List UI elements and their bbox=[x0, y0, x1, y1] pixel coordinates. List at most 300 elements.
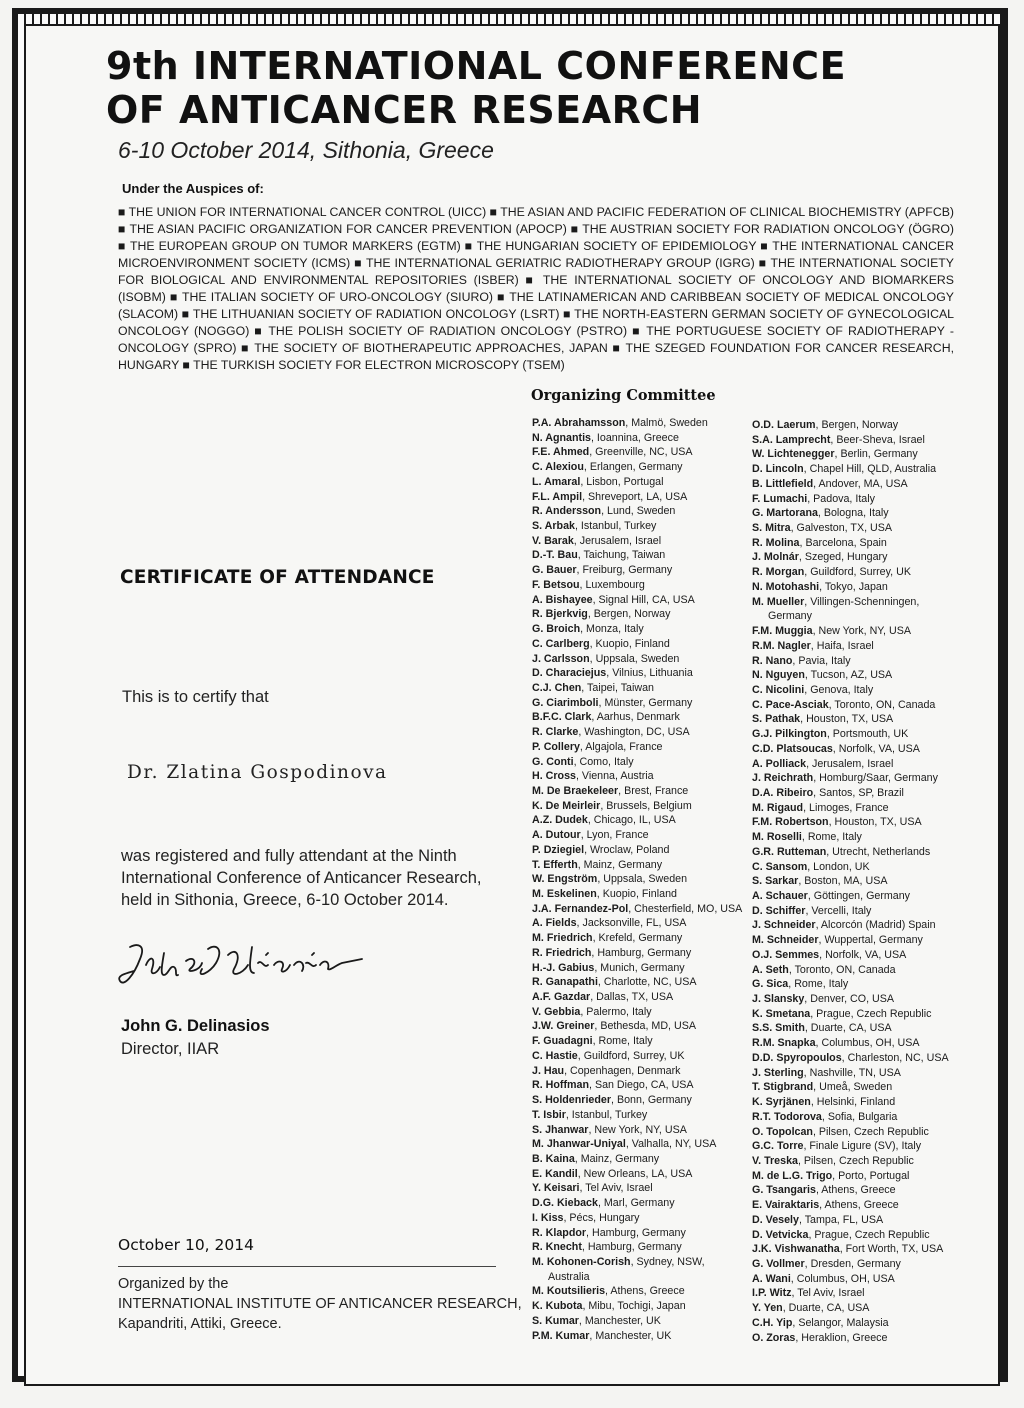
member-name: V. Barak bbox=[532, 534, 574, 547]
member-name: N. Motohashi bbox=[752, 580, 820, 593]
member-name: P.M. Kumar bbox=[532, 1329, 590, 1342]
member-location: , Chapel Hill, QLD, Australia bbox=[803, 463, 937, 476]
member-name: R. Morgan bbox=[752, 566, 805, 579]
committee-member bbox=[532, 710, 744, 725]
member-location: , Washington, DC, USA bbox=[578, 726, 690, 739]
committee-member bbox=[532, 681, 744, 696]
committee-member bbox=[532, 1211, 744, 1226]
member-location: , Como, Italy bbox=[573, 755, 634, 768]
member-name: F.M. Robertson bbox=[752, 816, 829, 829]
committee-member bbox=[752, 889, 964, 904]
member-name: Y. Keisari bbox=[532, 1182, 580, 1195]
committee-member bbox=[532, 975, 744, 990]
committee-member bbox=[532, 460, 744, 475]
committee-member bbox=[532, 1064, 744, 1079]
member-name: D.A. Ribeiro bbox=[752, 786, 814, 799]
member-location: , Heraklion, Greece bbox=[795, 1331, 888, 1344]
committee-member bbox=[752, 1095, 964, 1110]
member-location: , Lisbon, Portugal bbox=[580, 475, 664, 488]
member-location: , Tampa, FL, USA bbox=[798, 1213, 884, 1226]
member-name: A. Fields bbox=[532, 917, 577, 930]
committee-member bbox=[752, 433, 964, 448]
member-name: E. Vairaktaris bbox=[752, 1199, 820, 1212]
member-location: , Charlotte, NC, USA bbox=[597, 976, 697, 989]
member-location: , Krefeld, Germany bbox=[592, 932, 683, 945]
member-name: M. de L.G. Trigo bbox=[752, 1169, 833, 1182]
member-location: , Göttingen, Germany bbox=[807, 890, 911, 902]
committee-member bbox=[752, 639, 964, 654]
committee-member bbox=[532, 696, 744, 711]
member-location: , Copenhagen, Denmark bbox=[564, 1064, 681, 1077]
member-name: O.J. Semmes bbox=[752, 948, 820, 961]
member-name: R. Klapdor bbox=[532, 1226, 587, 1239]
member-location: , Shreveport, LA, USA bbox=[582, 490, 688, 503]
member-location: , Galveston, TX, USA bbox=[790, 522, 892, 535]
member-location: , Utrecht, Netherlands bbox=[826, 845, 931, 858]
committee-member bbox=[752, 580, 964, 595]
member-location: , Denver, CO, USA bbox=[804, 993, 894, 1006]
statement-line-1: was registered and fully attendant at the Ninth bbox=[121, 847, 457, 865]
committee-member bbox=[532, 1181, 744, 1196]
member-name: M. Schneider bbox=[752, 934, 819, 947]
member-location: , Erlangen, Germany bbox=[583, 461, 683, 474]
committee-column-1 bbox=[532, 416, 744, 1343]
committee-member bbox=[532, 607, 744, 622]
committee-member bbox=[752, 1183, 964, 1198]
member-name: R.M. Snapka bbox=[752, 1037, 816, 1050]
member-location: , Brest, France bbox=[618, 784, 689, 797]
member-name: P. Collery bbox=[532, 740, 580, 753]
committee-member bbox=[532, 431, 744, 446]
committee-member bbox=[752, 1021, 964, 1036]
member-location: , Toronto, ON, Canada bbox=[828, 698, 936, 711]
member-name: R. Hoffman bbox=[532, 1079, 589, 1092]
organizer-block bbox=[118, 1274, 522, 1334]
member-name: J.K. Vishwanatha bbox=[752, 1243, 840, 1256]
member-location: , Palermo, Italy bbox=[580, 1005, 652, 1018]
member-name: K. De Meirleir bbox=[532, 799, 601, 812]
member-name: G. Bauer bbox=[532, 564, 577, 577]
committee-member bbox=[752, 948, 964, 963]
committee-member bbox=[532, 1005, 744, 1020]
member-location: , Villingen-Schenningen, bbox=[804, 595, 920, 608]
member-name: G. Sica bbox=[752, 978, 789, 991]
member-name: C. Sansom bbox=[752, 860, 808, 873]
committee-member bbox=[752, 1007, 964, 1022]
committee-member bbox=[752, 462, 964, 477]
organizer-line-2: INTERNATIONAL INSTITUTE OF ANTICANCER RESEARCH, bbox=[118, 1296, 522, 1312]
committee-member bbox=[532, 931, 744, 946]
member-location: , Szeged, Hungary bbox=[798, 551, 888, 564]
member-location: , Aarhus, Denmark bbox=[591, 711, 680, 724]
member-name: M. Koutsilieris bbox=[532, 1285, 606, 1298]
committee-member bbox=[752, 1242, 964, 1257]
committee-member bbox=[532, 784, 744, 799]
organizing-committee-heading: Organizing Committee bbox=[531, 387, 716, 404]
committee-member bbox=[752, 771, 964, 786]
divider-line bbox=[118, 1266, 496, 1267]
member-location: , Beer-Sheva, Israel bbox=[830, 433, 925, 446]
member-location: , Bologna, Italy bbox=[817, 507, 889, 520]
member-location: , New York, NY, USA bbox=[588, 1123, 687, 1136]
committee-member bbox=[532, 622, 744, 637]
member-location: , Padova, Italy bbox=[807, 492, 875, 505]
member-location: , Istanbul, Turkey bbox=[565, 1108, 648, 1121]
committee-member bbox=[532, 946, 744, 961]
certificate-date: October 10, 2014 bbox=[118, 1236, 254, 1254]
committee-member bbox=[752, 654, 964, 669]
committee-member bbox=[532, 1255, 744, 1270]
member-location: , Bergen, Norway bbox=[587, 608, 671, 621]
member-name: K. Syrjänen bbox=[752, 1096, 811, 1109]
member-name: S. Arbak bbox=[532, 520, 575, 533]
committee-member bbox=[752, 977, 964, 992]
member-location: , Vilnius, Lithuania bbox=[606, 667, 693, 680]
member-name: Y. Yen bbox=[752, 1302, 783, 1315]
committee-member bbox=[752, 683, 964, 698]
certify-text: This is to certify that bbox=[122, 688, 269, 706]
member-name: R.M. Nagler bbox=[752, 639, 811, 652]
member-location: , Porto, Portugal bbox=[832, 1169, 910, 1182]
member-name: W. Lichtenegger bbox=[752, 448, 835, 461]
member-name: G.J. Pilkington bbox=[752, 728, 827, 741]
committee-member bbox=[752, 595, 964, 610]
member-name: F.L. Ampil bbox=[532, 490, 583, 503]
committee-member bbox=[752, 801, 964, 816]
member-name: G. Broich bbox=[532, 623, 581, 636]
member-location: , Athens, Greece bbox=[819, 1199, 899, 1212]
member-name: G. Martorana bbox=[752, 507, 818, 520]
committee-column-2 bbox=[752, 418, 964, 1345]
committee-member bbox=[532, 1019, 744, 1034]
member-location: , Guildford, Surrey, UK bbox=[804, 566, 911, 579]
member-location: , Norfolk, VA, USA bbox=[832, 742, 920, 755]
committee-member bbox=[532, 1329, 744, 1344]
member-name: H. Cross bbox=[532, 770, 576, 783]
committee-member bbox=[532, 902, 744, 917]
member-location: , Sydney, NSW, bbox=[630, 1255, 705, 1268]
member-location: , Jerusalem, Israel bbox=[806, 757, 894, 770]
member-name: S. Holdenrieder bbox=[532, 1094, 611, 1107]
committee-member bbox=[532, 858, 744, 873]
committee-member bbox=[752, 904, 964, 919]
member-name: A. Seth bbox=[752, 963, 789, 976]
statement-line-2: International Conference of Anticancer Research, bbox=[121, 869, 482, 887]
committee-member bbox=[752, 830, 964, 845]
committee-member bbox=[752, 1228, 964, 1243]
committee-member bbox=[532, 519, 744, 534]
committee-member bbox=[752, 521, 964, 536]
member-name: M. De Braekeleer bbox=[532, 784, 619, 797]
member-location: , Greenville, NC, USA bbox=[589, 446, 693, 459]
member-name: R. Knecht bbox=[532, 1241, 582, 1254]
member-name: T. Stigbrand bbox=[752, 1081, 814, 1094]
committee-member bbox=[752, 492, 964, 507]
member-location: , Alcorcón (Madrid) Spain bbox=[815, 919, 936, 932]
committee-member bbox=[532, 1093, 744, 1108]
member-location: , Columbus, OH, USA bbox=[790, 1272, 895, 1285]
member-name: F.M. Muggia bbox=[752, 625, 813, 638]
member-location: , Tokyo, Japan bbox=[819, 580, 888, 593]
member-location: , Wuppertal, Germany bbox=[818, 934, 923, 947]
committee-member bbox=[532, 828, 744, 843]
member-name: D. Vetvicka bbox=[752, 1228, 809, 1241]
member-name: S.A. Lamprecht bbox=[752, 433, 831, 446]
member-location: , Rome, Italy bbox=[801, 831, 862, 844]
committee-member bbox=[752, 1257, 964, 1272]
member-location: , Kuopio, Finland bbox=[596, 888, 677, 900]
member-location: , Columbus, OH, USA bbox=[815, 1037, 920, 1050]
member-location: , Umeå, Sweden bbox=[813, 1081, 893, 1094]
committee-member bbox=[532, 740, 744, 755]
member-location: , Pilsen, Czech Republic bbox=[812, 1125, 929, 1138]
member-name: B. Kaina bbox=[532, 1152, 575, 1165]
member-location: , Valhalla, NY, USA bbox=[625, 1138, 717, 1151]
member-location: , Bergen, Norway bbox=[815, 419, 899, 431]
member-name: J. Molnár bbox=[752, 551, 799, 564]
member-location: , Marl, Germany bbox=[597, 1197, 675, 1210]
member-name: B.F.C. Clark bbox=[532, 711, 592, 724]
member-location: , Prague, Czech Republic bbox=[810, 1007, 932, 1020]
member-location: , Tel Aviv, Israel bbox=[791, 1287, 865, 1300]
member-name: G. Ciarimboli bbox=[532, 696, 599, 709]
member-location: , Vienna, Austria bbox=[575, 770, 654, 783]
member-name: F.E. Ahmed bbox=[532, 446, 590, 459]
member-name: K. Smetana bbox=[752, 1007, 811, 1020]
member-name: A. Polliack bbox=[752, 757, 807, 770]
member-location: , Pécs, Hungary bbox=[563, 1211, 640, 1224]
member-location: , Lyon, France bbox=[580, 829, 649, 842]
committee-member bbox=[532, 652, 744, 667]
member-name: A. Wani bbox=[752, 1272, 791, 1285]
member-location: , Chesterfield, MO, USA bbox=[628, 902, 743, 915]
member-location: , Bonn, Germany bbox=[611, 1094, 692, 1107]
committee-member bbox=[532, 666, 744, 681]
member-name: J. Hau bbox=[532, 1064, 565, 1077]
committee-member bbox=[752, 712, 964, 727]
member-name: G. Conti bbox=[532, 755, 574, 768]
member-location: , Genova, Italy bbox=[804, 683, 874, 696]
member-location: , Selangor, Malaysia bbox=[792, 1316, 889, 1329]
member-location: , Dallas, TX, USA bbox=[590, 991, 674, 1004]
member-name: C. Hastie bbox=[532, 1049, 578, 1062]
member-location: , Toronto, ON, Canada bbox=[788, 963, 896, 976]
committee-member bbox=[752, 609, 964, 624]
committee-member bbox=[752, 1272, 964, 1287]
member-name: J.A. Fernandez-Pol bbox=[532, 902, 629, 915]
member-location: , Helsinki, Finland bbox=[810, 1096, 896, 1109]
committee-member bbox=[532, 916, 744, 931]
member-name: M. Mueller bbox=[752, 595, 805, 608]
member-name: R. Friedrich bbox=[532, 946, 592, 959]
committee-member bbox=[752, 1169, 964, 1184]
member-name: A.Z. Dudek bbox=[532, 814, 588, 827]
committee-member bbox=[532, 490, 744, 505]
member-location: , Freiburg, Germany bbox=[576, 564, 673, 577]
member-name: C. Nicolini bbox=[752, 683, 805, 696]
member-location: , Andover, MA, USA bbox=[813, 477, 908, 490]
committee-member bbox=[752, 698, 964, 713]
committee-member bbox=[532, 548, 744, 563]
committee-member bbox=[752, 845, 964, 860]
committee-member bbox=[752, 624, 964, 639]
committee-member bbox=[532, 445, 744, 460]
member-location: , Houston, TX, USA bbox=[800, 713, 894, 726]
member-location: , Brussels, Belgium bbox=[600, 799, 692, 812]
member-name: M. Rigaud bbox=[752, 801, 804, 814]
title-line-1: 9th INTERNATIONAL CONFERENCE bbox=[106, 44, 847, 88]
member-name: M. Eskelinen bbox=[532, 888, 597, 900]
member-location: , Finale Ligure (SV), Italy bbox=[803, 1140, 922, 1153]
committee-member bbox=[752, 447, 964, 462]
member-name: D. Characiejus bbox=[532, 667, 607, 680]
committee-member bbox=[752, 742, 964, 757]
signer-name: John G. Delinasios bbox=[121, 1017, 270, 1035]
member-location: , Haifa, Israel bbox=[810, 639, 874, 652]
committee-member bbox=[532, 534, 744, 549]
member-location: , Portsmouth, UK bbox=[826, 728, 909, 741]
committee-member bbox=[532, 578, 744, 593]
member-name: I. Kiss bbox=[532, 1211, 564, 1224]
member-name: P. Dziegiel bbox=[532, 843, 585, 856]
recipient-name: Dr. Zlatina Gospodinova bbox=[127, 762, 388, 783]
committee-member bbox=[752, 992, 964, 1007]
committee-member bbox=[532, 1049, 744, 1064]
member-location: , Norfolk, VA, USA bbox=[819, 948, 907, 961]
member-location: , London, UK bbox=[807, 860, 870, 873]
member-name: T. Efferth bbox=[532, 858, 578, 871]
member-name: D.G. Kieback bbox=[532, 1197, 598, 1210]
member-location: , Chicago, IL, USA bbox=[587, 814, 676, 827]
committee-member bbox=[752, 918, 964, 933]
member-location: , Manchester, UK bbox=[589, 1329, 672, 1342]
member-location: , Sofia, Bulgaria bbox=[821, 1110, 898, 1123]
member-location: , Taichung, Taiwan bbox=[577, 549, 666, 562]
committee-member bbox=[752, 1051, 964, 1066]
committee-member bbox=[532, 872, 744, 887]
member-location: , Malmö, Sweden bbox=[625, 417, 708, 429]
member-location: , Rome, Italy bbox=[788, 978, 849, 991]
member-name: R.T. Todorova bbox=[752, 1110, 822, 1123]
member-name: O. Topolcan bbox=[752, 1125, 813, 1138]
committee-member bbox=[752, 1139, 964, 1154]
member-name: O.D. Laerum bbox=[752, 419, 816, 431]
member-name: L. Amaral bbox=[532, 475, 581, 488]
member-location: , Charleston, NC, USA bbox=[841, 1051, 949, 1064]
member-name: R. Andersson bbox=[532, 505, 602, 518]
member-name: M. Roselli bbox=[752, 831, 802, 844]
member-location: , Prague, Czech Republic bbox=[808, 1228, 930, 1241]
member-name: E. Kandil bbox=[532, 1167, 578, 1180]
committee-member bbox=[752, 418, 964, 433]
committee-member bbox=[752, 727, 964, 742]
conference-title bbox=[106, 44, 846, 132]
member-location: , Münster, Germany bbox=[598, 696, 693, 709]
committee-member bbox=[752, 1110, 964, 1125]
committee-member bbox=[532, 1240, 744, 1255]
member-name: I.P. Witz bbox=[752, 1287, 792, 1300]
member-location: , Hamburg, Germany bbox=[591, 946, 692, 959]
member-location: , San Diego, CA, USA bbox=[589, 1079, 694, 1092]
member-name: M. Jhanwar-Uniyal bbox=[532, 1138, 626, 1151]
member-location: Australia bbox=[548, 1270, 590, 1283]
member-name: F. Lumachi bbox=[752, 492, 808, 505]
member-location: , Duarte, CA, USA bbox=[804, 1022, 892, 1035]
member-name: F. Guadagni bbox=[532, 1035, 593, 1048]
member-location: , Mibu, Tochigi, Japan bbox=[582, 1300, 686, 1313]
member-name: R. Molina bbox=[752, 536, 800, 549]
title-line-2: OF ANTICANCER RESEARCH bbox=[106, 88, 703, 132]
committee-member bbox=[532, 799, 744, 814]
member-name: V. Treska bbox=[752, 1154, 798, 1167]
member-name: G.C. Torre bbox=[752, 1140, 804, 1153]
committee-member bbox=[752, 1036, 964, 1051]
member-location: , Hamburg, Germany bbox=[586, 1226, 686, 1239]
committee-member bbox=[752, 786, 964, 801]
member-name: M. Friedrich bbox=[532, 932, 593, 945]
member-name: C. Carlberg bbox=[532, 637, 590, 650]
member-name: C.J. Chen bbox=[532, 681, 582, 694]
committee-member bbox=[752, 1080, 964, 1095]
member-location: , Guildford, Surrey, UK bbox=[577, 1049, 685, 1062]
member-name: V. Gebbia bbox=[532, 1005, 581, 1018]
member-name: W. Engström bbox=[532, 873, 598, 886]
committee-member bbox=[752, 1213, 964, 1228]
committee-member bbox=[532, 563, 744, 578]
member-location: , Homburg/Saar, Germany bbox=[813, 772, 938, 785]
member-name: N. Agnantis bbox=[532, 431, 591, 444]
member-location: , Jerusalem, Israel bbox=[573, 534, 662, 547]
committee-member bbox=[532, 887, 744, 902]
member-location: , Kuopio, Finland bbox=[589, 637, 670, 650]
member-location: , Houston, TX, USA bbox=[828, 816, 922, 829]
member-name: J. Reichrath bbox=[752, 772, 814, 785]
committee-member bbox=[752, 506, 964, 521]
committee-member bbox=[532, 990, 744, 1005]
member-name: K. Kubota bbox=[532, 1300, 583, 1313]
member-name: S. Kumar bbox=[532, 1314, 579, 1327]
member-location: , Hamburg, Germany bbox=[581, 1241, 682, 1254]
member-location: , Tucson, AZ, USA bbox=[804, 669, 893, 682]
member-name: J. Schneider bbox=[752, 919, 816, 932]
member-name: A. Dutour bbox=[532, 829, 581, 842]
committee-member bbox=[752, 815, 964, 830]
member-location: , Pavia, Italy bbox=[792, 654, 851, 667]
committee-member bbox=[752, 933, 964, 948]
member-location: , Boston, MA, USA bbox=[798, 875, 888, 888]
member-name: S.S. Smith bbox=[752, 1022, 805, 1035]
committee-member bbox=[532, 1123, 744, 1138]
member-location: , Jacksonville, FL, USA bbox=[576, 917, 687, 930]
member-name: D.D. Spyropoulos bbox=[752, 1051, 842, 1064]
member-name: J.W. Greiner bbox=[532, 1020, 595, 1033]
member-location: Germany bbox=[768, 610, 812, 623]
committee-member bbox=[752, 565, 964, 580]
committee-member bbox=[532, 1270, 744, 1285]
member-location: , Bethesda, MD, USA bbox=[594, 1020, 696, 1033]
committee-member bbox=[752, 1154, 964, 1169]
member-name: G.R. Rutteman bbox=[752, 845, 827, 858]
committee-member bbox=[532, 1152, 744, 1167]
member-name: T. Isbir bbox=[532, 1108, 566, 1121]
member-name: G. Tsangaris bbox=[752, 1184, 816, 1197]
member-name: J. Slansky bbox=[752, 993, 805, 1006]
member-name: A. Schauer bbox=[752, 890, 808, 902]
member-name: B. Littlefield bbox=[752, 477, 814, 490]
member-location: , New York, NY, USA bbox=[812, 625, 911, 638]
member-name: J. Carlsson bbox=[532, 652, 590, 665]
member-name: C. Alexiou bbox=[532, 461, 584, 474]
